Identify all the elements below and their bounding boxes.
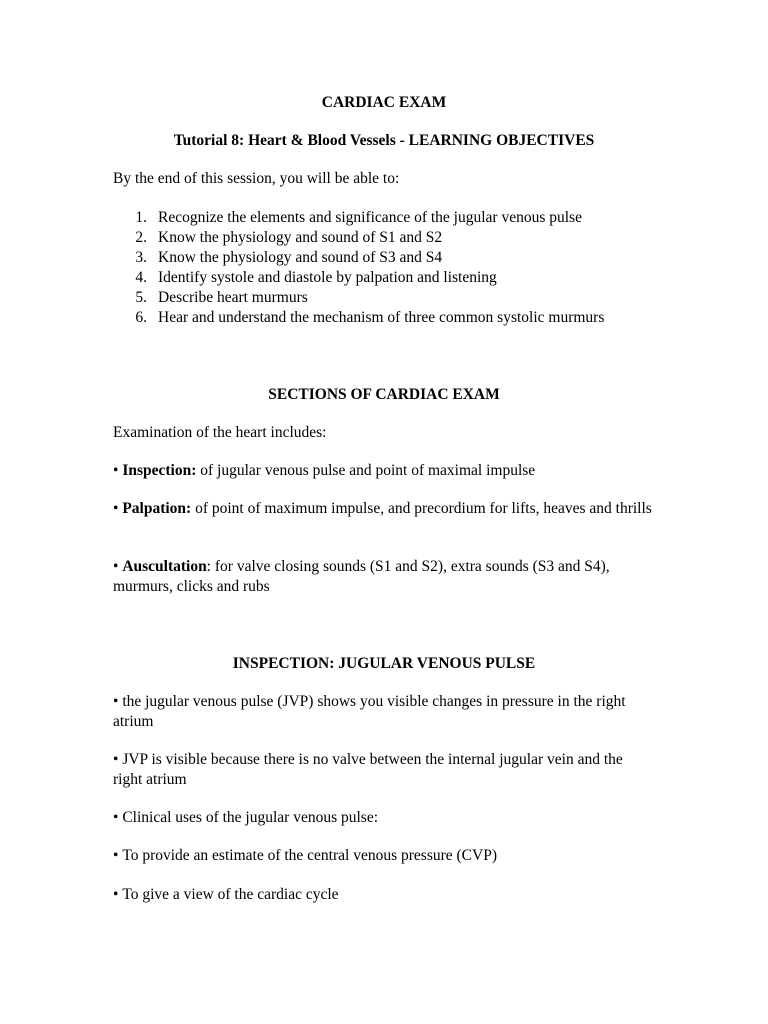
jvp-point: • To give a view of the cardiac cycle [113,885,653,905]
section-term: Palpation: [122,500,192,517]
jvp-heading: INSPECTION: JUGULAR VENOUS PULSE [232,655,536,672]
section-term: Inspection: [122,462,197,479]
section-item-inspection: • Inspection: of jugular venous pulse and point of maximal impulse [113,461,653,481]
sections-intro: Examination of the heart includes: [113,424,327,441]
jvp-point: • the jugular venous pulse (JVP) shows you visible changes in pressure in the right atrium [113,692,653,732]
objective-item: 2. Know the physiology and sound of S1 and S2 [135,229,443,246]
jvp-point: • JVP is visible because there is no valve between the internal jugular vein and the right atrium [113,750,653,790]
sections-heading: SECTIONS OF CARDIAC EXAM [268,386,500,403]
objective-item: 3. Know the physiology and sound of S3 and S4 [135,249,443,266]
section-term: Auscultation [122,558,207,575]
jvp-point: • To provide an estimate of the central venous pressure (CVP) [113,846,653,866]
document-title: CARDIAC EXAM [321,94,447,111]
jvp-point: • Clinical uses of the jugular venous pulse: [113,808,653,828]
objective-item: 4. Identify systole and diastole by palpation and listening [135,269,497,286]
objective-item: 1. Recognize the elements and significance of the jugular venous pulse [135,209,582,226]
section-item-palpation: • Palpation: of point of maximum impulse, and precordium for lifts, heaves and thrills [113,499,653,519]
section-item-auscultation: • Auscultation: for valve closing sounds (S1 and S2), extra sounds (S3 and S4), murmurs, clicks and rubs [113,557,653,597]
objectives-intro: By the end of this session, you will be able to: [113,170,400,187]
objective-item: 6. Hear and understand the mechanism of three common systolic murmurs [135,309,605,326]
objectives-list [113,208,653,328]
objective-item: 5. Describe heart murmurs [135,289,308,306]
tutorial-subtitle: Tutorial 8: Heart & Blood Vessels - LEARNING OBJECTIVES [173,132,595,149]
